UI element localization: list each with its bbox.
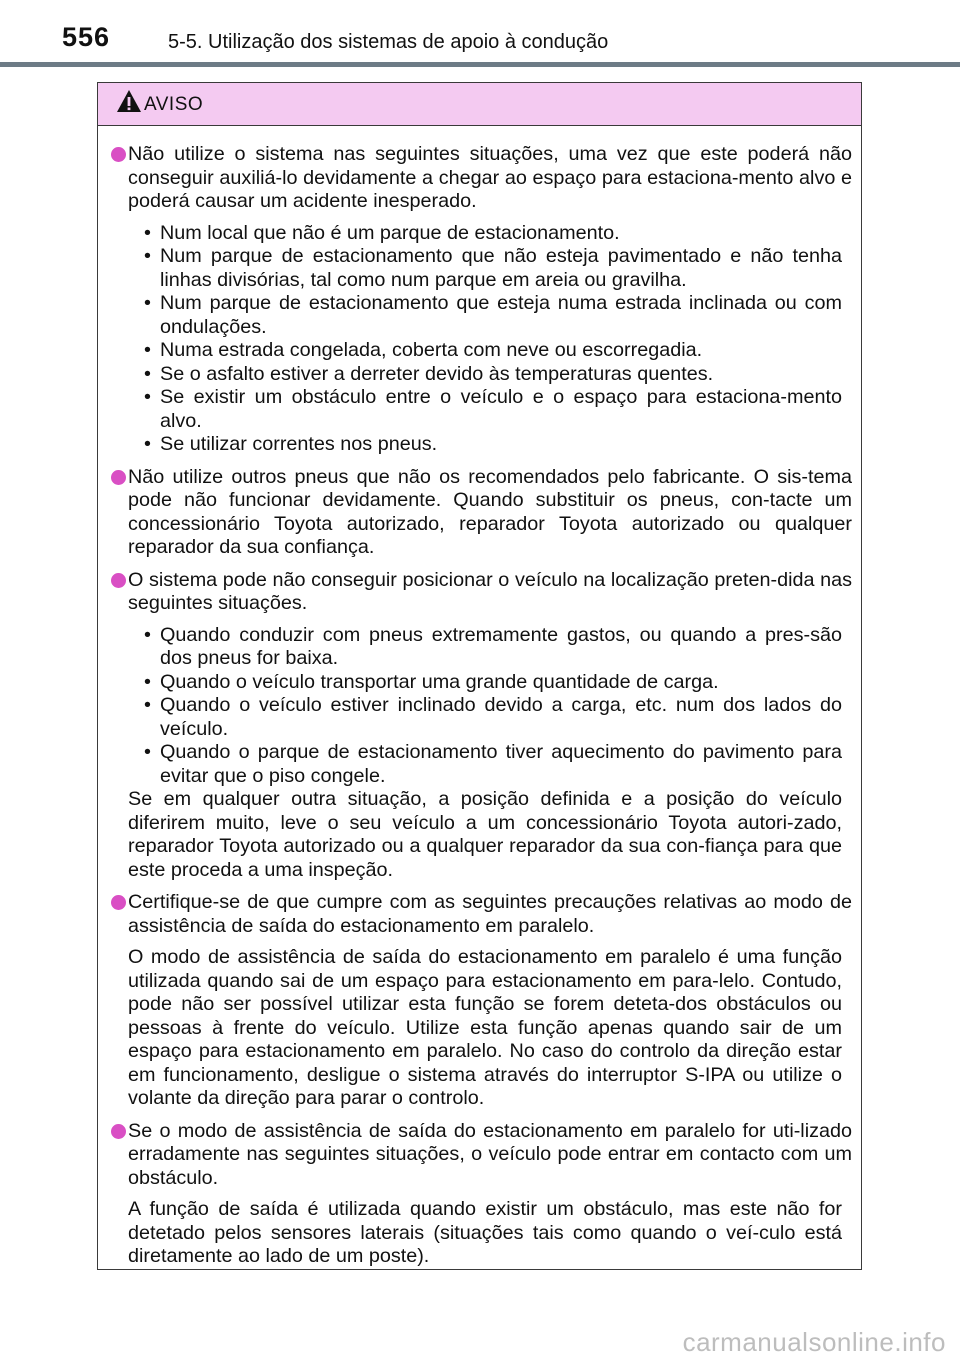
warning-header xyxy=(98,83,861,126)
bullet-dot-icon xyxy=(111,470,126,485)
item-sub-paragraph: A função de saída é utilizada quando existir um obstáculo, mas este não for detetado pelos sensores laterais (situações tais como quando o veí-culo está diretamente ao lado de um poste). xyxy=(128,1198,842,1267)
header-rule xyxy=(0,62,960,67)
section-title: 5-5. Utilização dos sistemas de apoio à condução xyxy=(168,31,609,53)
sub-item: • Num local que não é um parque de estacionamento. xyxy=(144,221,620,244)
bullet-dot-icon xyxy=(111,573,126,588)
warning-item xyxy=(111,143,852,457)
warning-body xyxy=(98,126,861,1269)
page-number: 556 xyxy=(62,22,111,52)
item-text: Não utilize o sistema nas seguintes situações, uma vez que este poderá não conseguir auxiliá-lo devidamente a chegar ao espaço para estaciona-mento alvo e poderá causar um acidente inesperado. xyxy=(128,143,852,212)
warning-title: AVISO xyxy=(144,94,204,115)
warning-triangle-icon xyxy=(116,89,142,113)
sub-list xyxy=(128,624,852,789)
sub-item: • Quando o parque de estacionamento tiver aquecimento do pavimento para evitar que o piso congele. xyxy=(144,741,842,787)
sub-list xyxy=(128,222,852,457)
item-text: Não utilize outros pneus que não os recomendados pelo fabricante. O sis-tema pode não funcionar devidamente. Quando substituir os pneus, con-tacte um concessionário Toyota autorizado, reparador Toyota autorizado ou qualquer reparador da sua confiança. xyxy=(128,465,852,558)
bullet-dot-icon xyxy=(111,895,126,910)
sub-item: • Se o asfalto estiver a derreter devido às temperaturas quentes. xyxy=(144,362,714,385)
sub-item: • Quando o veículo transportar uma grande quantidade de carga. xyxy=(144,670,719,693)
item-text: O sistema pode não conseguir posicionar o veículo na localização preten-dida nas seguintes situações. xyxy=(128,568,852,614)
warning-box xyxy=(97,82,862,1270)
sub-item: • Quando o veículo estiver inclinado devido a carga, etc. num dos lados do veículo. xyxy=(144,694,842,740)
item-text: Se o modo de assistência de saída do estacionamento em paralelo for uti-lizado erradamente nas seguintes situações, o veículo pode entrar em contacto com um obstáculo. xyxy=(128,1119,852,1189)
page-header xyxy=(0,0,960,66)
sub-item: • Num parque de estacionamento que não esteja pavimentado e não tenha linhas divisórias, tal como num parque em areia ou gravilha. xyxy=(144,245,842,291)
warning-item xyxy=(111,1120,852,1269)
bullet-dot-icon xyxy=(111,147,126,162)
sub-item: • Se utilizar correntes nos pneus. xyxy=(144,433,438,455)
item-text: Certifique-se de que cumpre com as seguintes precauções relativas ao modo de assistência de saída do estacionamento em paralelo. xyxy=(128,891,852,937)
sub-item: • Num parque de estacionamento que esteja numa estrada inclinada ou com ondulações. xyxy=(144,292,842,338)
warning-item xyxy=(111,466,852,560)
bullet-dot-icon xyxy=(111,1124,126,1139)
sub-item: • Numa estrada congelada, coberta com neve ou escorregadia. xyxy=(144,339,703,361)
sub-item: • Se existir um obstáculo entre o veículo e o espaço para estaciona-mento alvo. xyxy=(144,386,842,432)
item-sub-paragraph: O modo de assistência de saída do estacionamento em paralelo é uma função utilizada quando sai de um espaço para estacionamento em para-lelo. Contudo, pode não ser possível utilizar esta função se forem deteta-dos obstáculos ou pessoas à frente do veículo. Utilize esta função apenas quando sair de um espaço para estacionamento em paralelo. No caso do controlo da direção estar em funcionamento, desligue o sistema através do interruptor S-IPA ou utilize o volante da direção para parar o controlo. xyxy=(128,946,842,1109)
sub-item: • Quando conduzir com pneus extremamente gastos, ou quando a pres-são dos pneus for baixa. xyxy=(144,623,842,669)
warning-item xyxy=(111,891,852,1111)
warning-item xyxy=(111,569,852,883)
watermark: carmanualsonline.info xyxy=(682,1327,946,1357)
item-after-text: Se em qualquer outra situação, a posição definida e a posição do veículo diferirem muito, leve o seu veículo a um concessionário Toyota autori-zado, reparador Toyota autorizado ou a qualquer reparador da sua con-fiança para que este proceda a uma inspeção. xyxy=(128,788,842,881)
